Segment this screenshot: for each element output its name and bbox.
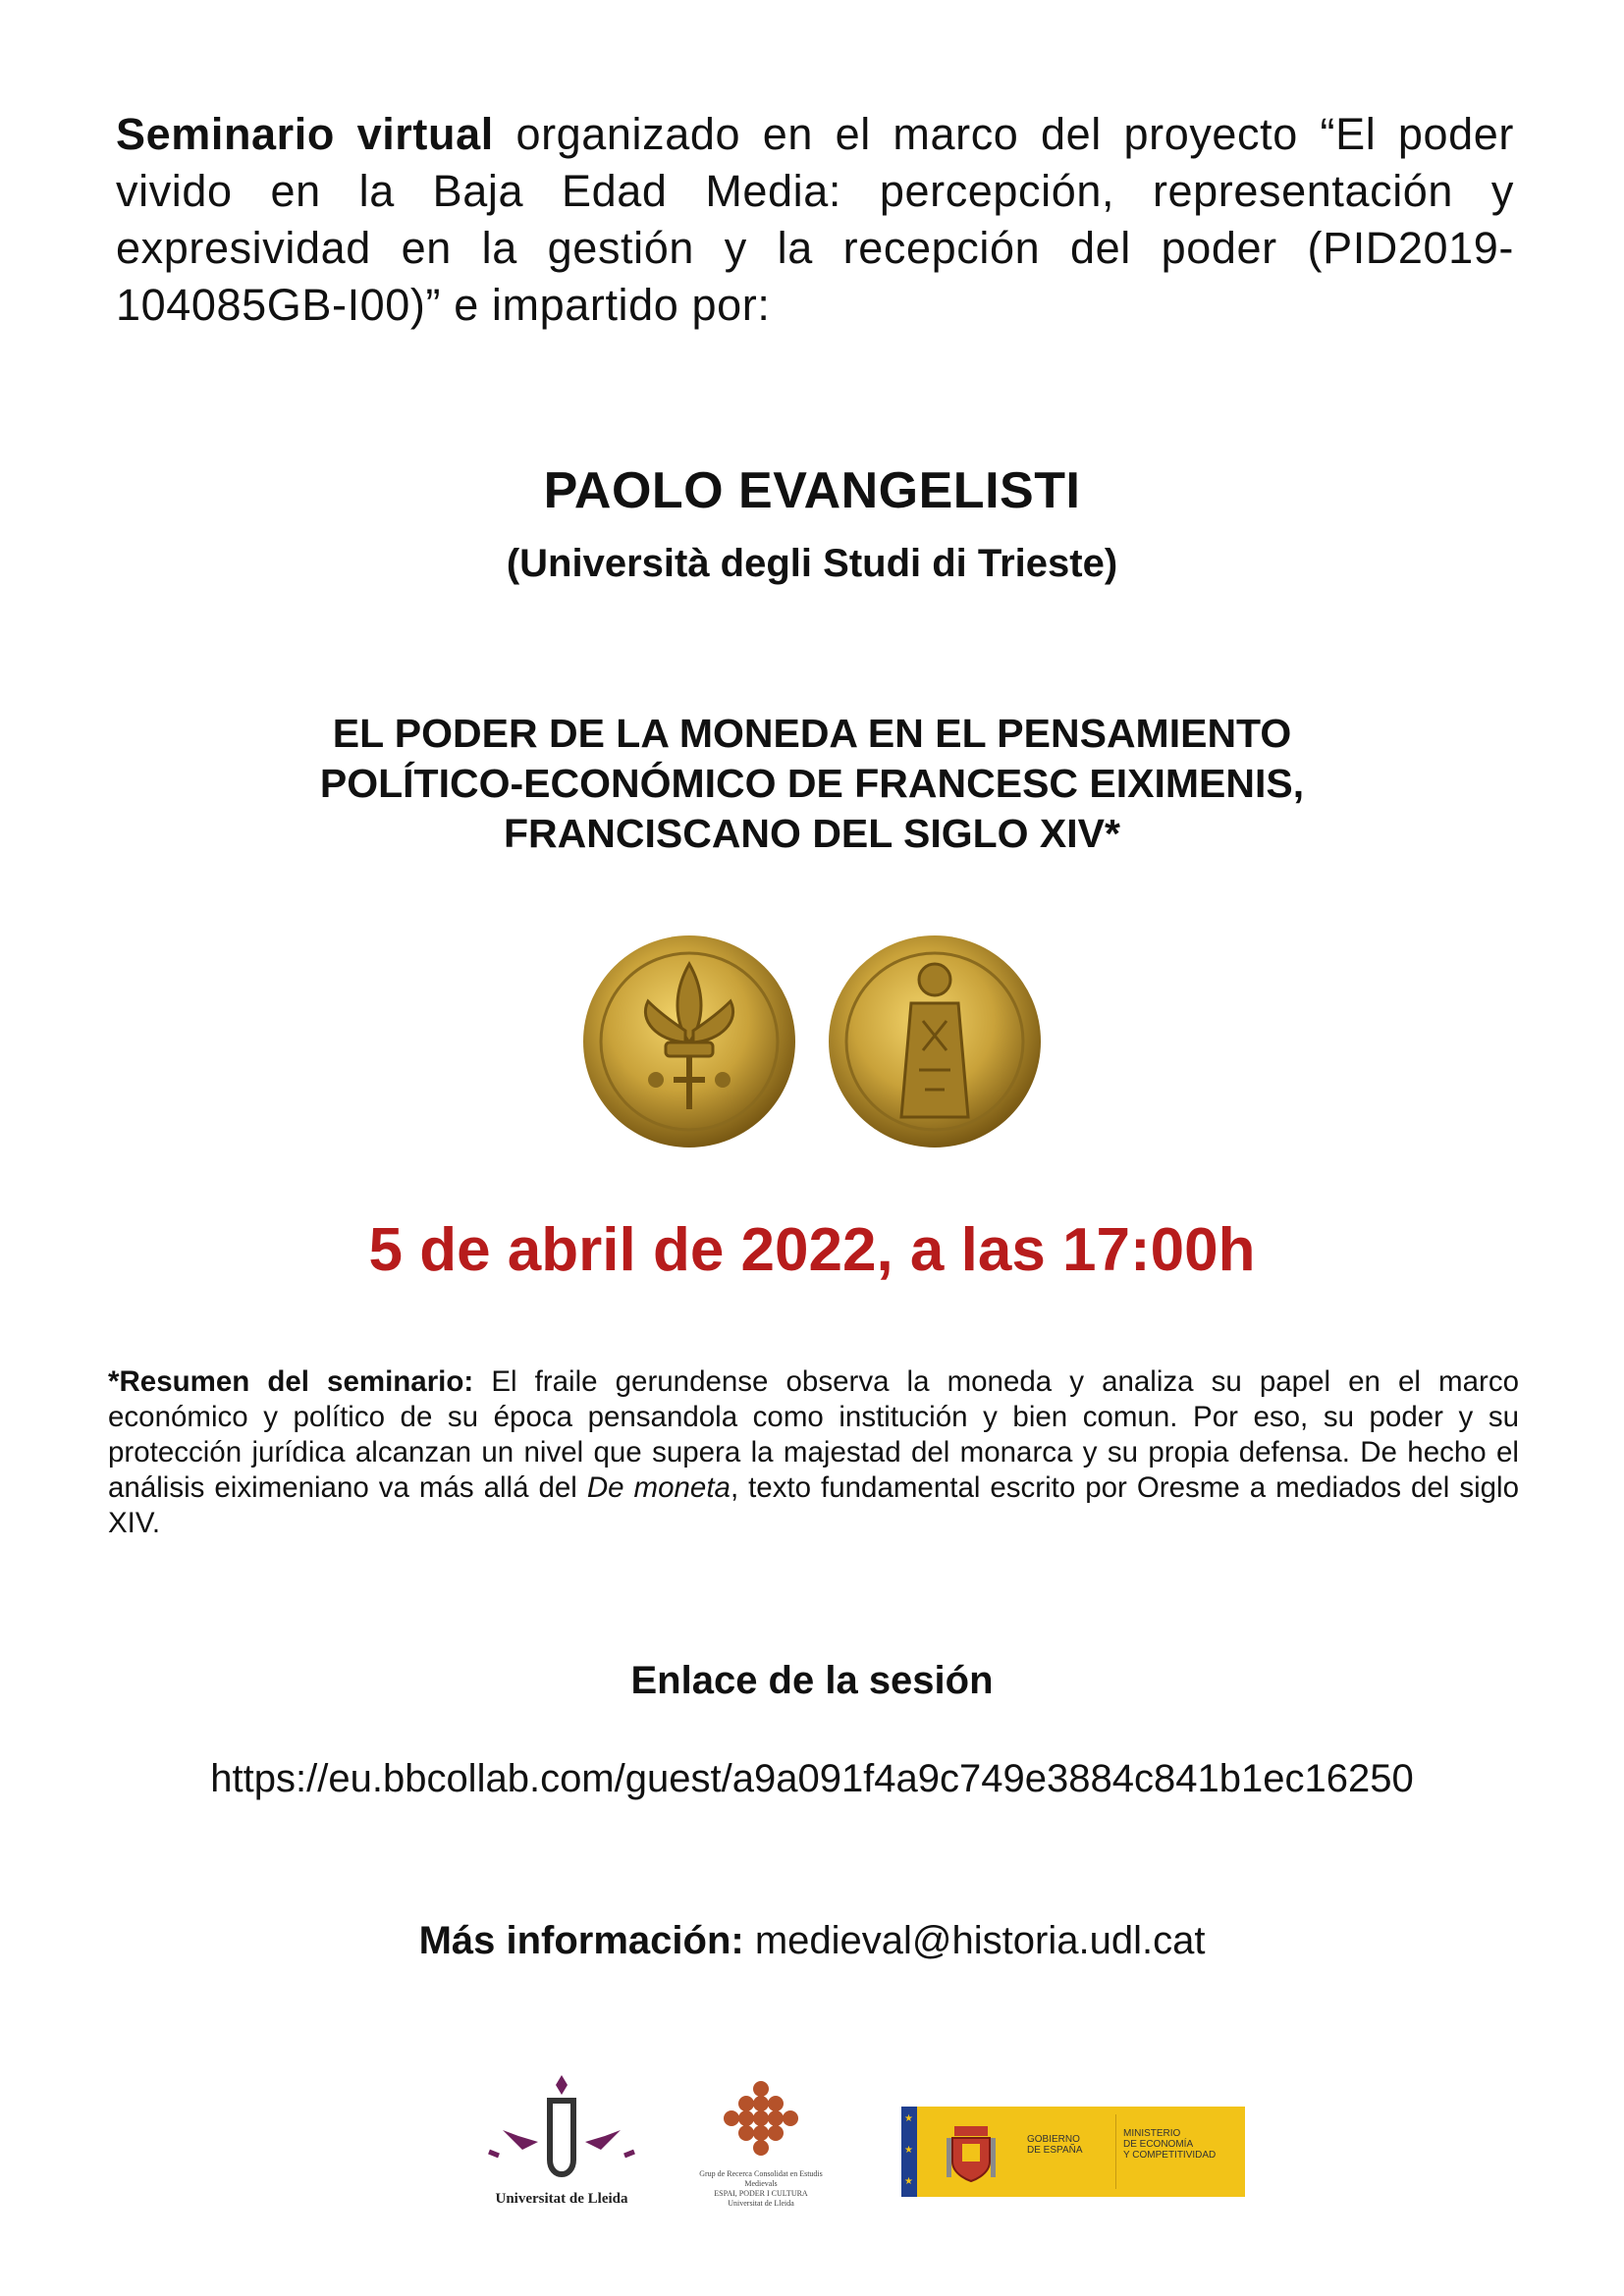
intro-text: organizado en el marco del proyecto “El poder vivido en la Baja Edad Media: percepción, representación y expresividad en la gestión y la recepción del poder (PID2019-104085GB-I00)” e impartido por: [116, 109, 1514, 330]
talk-title [0, 709, 1624, 859]
star-icon: ★ [904, 2145, 913, 2156]
gobierno-espana-logo [901, 2107, 1245, 2197]
summary-italic-title: De moneta [586, 1471, 731, 1504]
star-icon: ★ [904, 2176, 913, 2187]
star-icon: ★ [904, 2113, 913, 2124]
group-caption-line-1: Grup de Recerca Consolidat en Estudis [699, 2169, 823, 2178]
eu-flag-strip [901, 2107, 917, 2197]
coat-of-arms-icon [945, 2120, 998, 2185]
summary-text-1: El fraile gerundense observa la moneda y analiza su papel en el marco económico y político de su época pensandola como institución y bien comun. Por eso, su poder y su protección jurídica alcanzan un nivel que supera la majestad del monarca y su propia defensa. De hecho el análisis eiximeniano va más allá del [108, 1365, 1519, 1504]
coin-saint-john [829, 935, 1041, 1148]
universitat-lleida-logo [483, 2071, 640, 2199]
intro-paragraph [116, 106, 1514, 334]
intro-bold-label: Seminario virtual [116, 109, 494, 159]
gold-coins-image [579, 933, 1051, 1150]
coin-fleur-de-lis [583, 935, 795, 1148]
gov-line-2: DE ESPAÑA [1027, 2145, 1083, 2156]
ministerio-text [1123, 2128, 1241, 2161]
gobierno-text [1027, 2134, 1106, 2156]
summary-label: *Resumen del seminario: [108, 1365, 474, 1398]
session-link-url[interactable]: https://eu.bbcollab.com/guest/a9a091f4a9c749e3884c841b1ec16250 [210, 1757, 1414, 1800]
talk-title-line-1: EL PODER DE LA MONEDA EN EL PENSAMIENTO [332, 711, 1292, 756]
min-line-3: Y COMPETITIVIDAD [1123, 2150, 1217, 2161]
group-caption-line-3: ESPAI, PODER I CULTURA [714, 2189, 808, 2198]
speaker-affiliation: (Università degli Studi di Trieste) [506, 542, 1118, 585]
min-line-2: DE ECONOMÍA [1123, 2139, 1194, 2150]
research-group-logo [707, 2079, 815, 2167]
more-info [0, 1919, 1624, 1963]
talk-title-line-2: POLÍTICO-ECONÓMICO DE FRANCESC EIXIMENIS, [319, 761, 1305, 806]
summary-text-2: , texto fundamental escrito por Oresme a mediados del siglo XIV. [108, 1471, 1519, 1539]
min-line-1: MINISTERIO [1123, 2128, 1181, 2139]
seminar-summary [108, 1364, 1519, 1541]
udl-caption: Universitat de Lleida [495, 2191, 628, 2207]
more-info-label: Más información: [418, 1919, 744, 1962]
gov-line-1: GOBIERNO [1027, 2134, 1080, 2145]
research-group-caption [677, 2169, 844, 2209]
talk-title-line-3: FRANCISCANO DEL SIGLO XIV* [504, 811, 1120, 856]
event-date: 5 de abril de 2022, a las 17:00h [368, 1216, 1256, 1284]
more-info-email[interactable]: medieval@historia.udl.cat [754, 1919, 1206, 1962]
group-caption-line-4: Universitat de Lleida [728, 2199, 794, 2208]
speaker-name: PAOLO EVANGELISTI [543, 462, 1081, 519]
session-link-label: Enlace de la sesión [630, 1659, 994, 1702]
group-caption-line-2: Medievals [744, 2179, 778, 2188]
gov-divider [1115, 2114, 1116, 2189]
